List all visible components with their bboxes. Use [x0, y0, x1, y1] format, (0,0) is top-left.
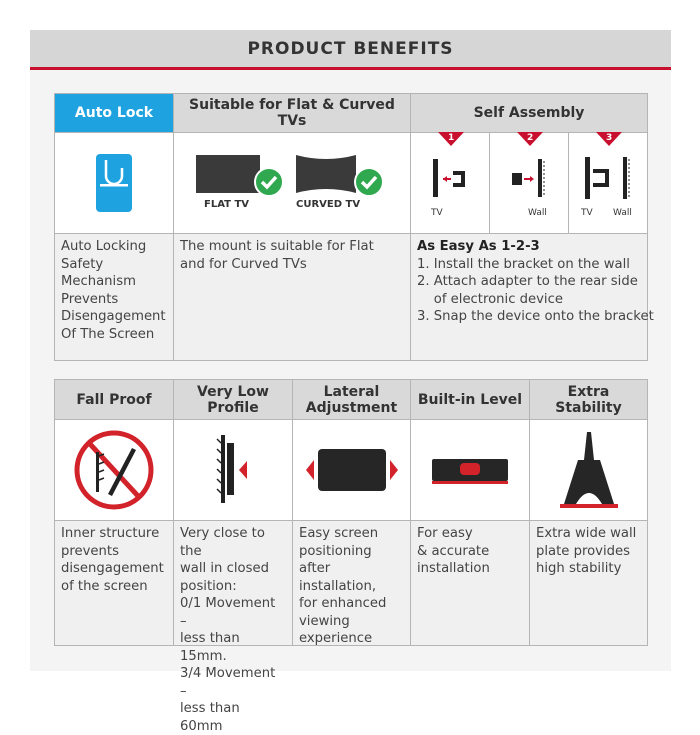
step-3-tv-label: TV: [581, 208, 593, 218]
lock-clip-icon: [96, 154, 132, 212]
assembly-line-4: 3. Snap the device onto the bracket: [417, 309, 654, 324]
assembly-line-3: of electronic device: [417, 291, 563, 307]
auto-lock-icon-cell: [54, 132, 174, 234]
lateral-adjust-icon-cell: [292, 419, 411, 521]
self-assembly-description: [410, 233, 654, 361]
built-in-level-icon-cell: [410, 419, 530, 521]
assembly-step-1: [410, 132, 490, 234]
fall-proof-icon-cell: [54, 419, 174, 521]
extra-stability-icon-cell: [529, 419, 648, 521]
fall-proof-heading: Fall Proof: [54, 379, 174, 420]
flat-check-icon: [254, 167, 284, 197]
eiffel-tower-icon: [554, 430, 624, 510]
step-2-number: 2: [527, 133, 534, 143]
low-profile-heading: Very Low Profile: [173, 379, 293, 420]
low-profile-icon-cell: [173, 419, 293, 521]
step-1-tv-label: TV: [431, 208, 443, 218]
low-profile-icon: [213, 435, 253, 505]
lateral-adjust-icon: [304, 445, 400, 495]
fall-proof-description: Inner structure prevents disengagement of the screen: [54, 520, 174, 646]
step-3-bracket-icon: [583, 157, 635, 201]
self-assembly-description-title: As Easy As 1-2-3: [417, 239, 540, 254]
extra-stability-heading: Extra Stability: [529, 379, 648, 420]
tv-types-icon-cell: [173, 132, 411, 234]
page-title: PRODUCT BENEFITS: [30, 30, 671, 67]
assembly-line-2: 2. Attach adapter to the rear side: [417, 274, 638, 289]
step-2-wall-label: Wall: [528, 208, 547, 218]
step-1-number: 1: [448, 133, 455, 143]
step-2-bracket-icon: [508, 159, 552, 199]
header-divider: [30, 67, 671, 70]
lateral-adjustment-description: Easy screen positioning after installation, for enhanced viewing experience: [292, 520, 411, 646]
tv-types-description: The mount is suitable for Flat and for Curved TVs: [173, 233, 411, 361]
self-assembly-heading: Self Assembly: [410, 93, 648, 133]
auto-lock-heading: Auto Lock: [54, 93, 174, 133]
curved-tv-label: CURVED TV: [296, 199, 361, 210]
tv-types-heading: Suitable for Flat & Curved TVs: [173, 93, 411, 133]
built-in-level-description: For easy & accurate installation: [410, 520, 530, 646]
lateral-adjustment-heading: Lateral Adjustment: [292, 379, 411, 420]
built-in-level-heading: Built-in Level: [410, 379, 530, 420]
assembly-step-2: [489, 132, 569, 234]
curved-check-icon: [354, 167, 384, 197]
step-1-bracket-icon: [429, 159, 473, 199]
assembly-step-3: [568, 132, 648, 234]
fall-proof-icon: [72, 428, 156, 512]
low-profile-description: Very close to the wall in closed position: 0/1 Movement – less than 15mm. 3/4 Movement – less than 60mm: [173, 520, 293, 646]
spirit-level-icon: [432, 455, 508, 485]
auto-lock-description: Auto Locking Safety Mechanism Prevents Disengagement Of The Screen: [54, 233, 174, 361]
curved-tv-icon: [294, 153, 364, 197]
step-3-number: 3: [606, 133, 613, 143]
assembly-line-1: 1. Install the bracket on the wall: [417, 256, 630, 272]
step-3-wall-label: Wall: [613, 208, 632, 218]
flat-tv-label: FLAT TV: [204, 199, 250, 210]
extra-stability-description: Extra wide wall plate provides high stability: [529, 520, 648, 646]
